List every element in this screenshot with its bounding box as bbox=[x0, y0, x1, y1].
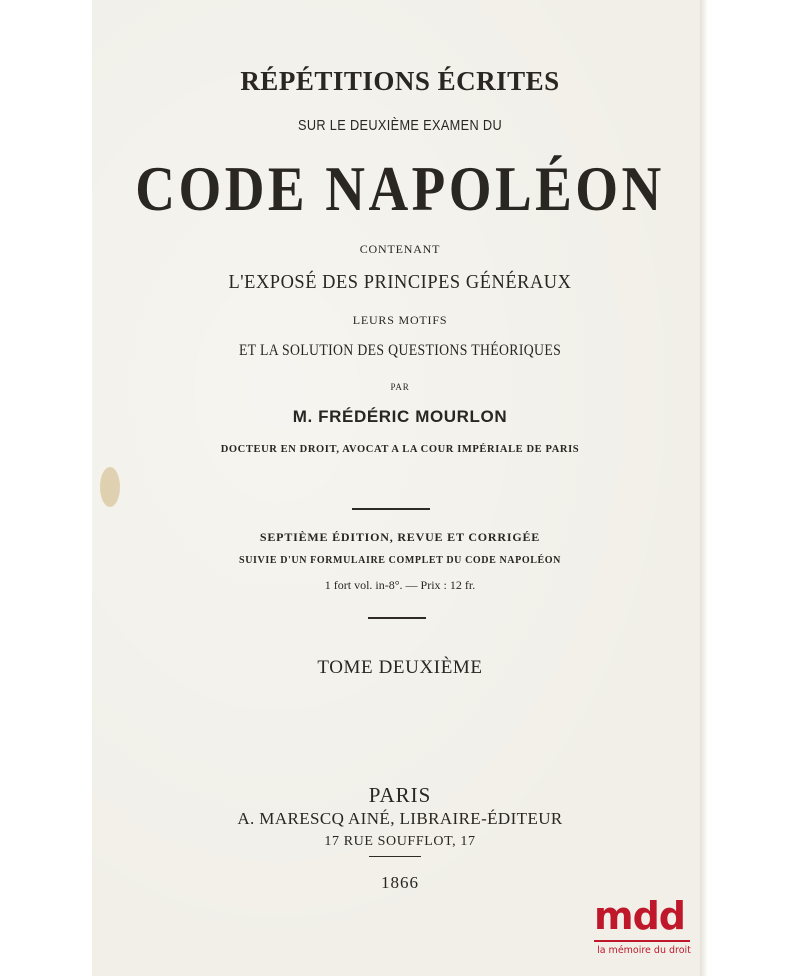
author-name: M. FRÉDÉRIC MOURLON bbox=[292, 407, 508, 426]
format-price: 1 fort vol. in-8°. — Prix : 12 fr. bbox=[324, 578, 476, 592]
title-repetitions: RÉPÉTITIONS ÉCRITES bbox=[240, 66, 560, 96]
logo-underline bbox=[594, 940, 690, 942]
imprint-address: 17 RUE SOUFFLOT, 17 bbox=[324, 834, 476, 849]
subtitle-examen: SUR LE DEUXIÈME EXAMEN DU bbox=[297, 117, 503, 134]
imprint-city: PARIS bbox=[368, 783, 432, 807]
line-expose: L'EXPOSÉ DES PRINCIPES GÉNÉRAUX bbox=[228, 271, 572, 293]
publication-year: 1866 bbox=[381, 873, 419, 892]
logo-tagline: la mémoire du droit bbox=[597, 945, 691, 956]
mdd-watermark-logo bbox=[590, 894, 698, 964]
line-par: PAR bbox=[390, 382, 410, 392]
scanned-page bbox=[92, 0, 708, 976]
formulaire-note: SUIVIE D'UN FORMULAIRE COMPLET DU CODE NAPOLÉON bbox=[239, 555, 561, 566]
line-solution: ET LA SOLUTION DES QUESTIONS THÉORIQUES bbox=[238, 342, 562, 359]
divider-rule bbox=[369, 856, 421, 857]
author-titles: DOCTEUR EN DROIT, AVOCAT A LA COUR IMPÉRIALE DE PARIS bbox=[220, 444, 580, 455]
imprint-publisher: A. MARESCQ AINÉ, LIBRAIRE-ÉDITEUR bbox=[237, 809, 563, 828]
paper-stain bbox=[100, 467, 120, 507]
main-title: CODE NAPOLÉON bbox=[135, 153, 665, 224]
volume-label: TOME DEUXIÈME bbox=[317, 657, 483, 678]
edition-note: SEPTIÈME ÉDITION, REVUE ET CORRIGÉE bbox=[259, 530, 541, 544]
line-contenant: CONTENANT bbox=[359, 242, 441, 256]
logo-mark: mdd bbox=[594, 894, 685, 938]
line-leurs-motifs: LEURS MOTIFS bbox=[352, 313, 448, 327]
page-edge bbox=[700, 0, 708, 976]
divider-rule bbox=[352, 508, 430, 510]
divider-rule bbox=[368, 617, 426, 619]
